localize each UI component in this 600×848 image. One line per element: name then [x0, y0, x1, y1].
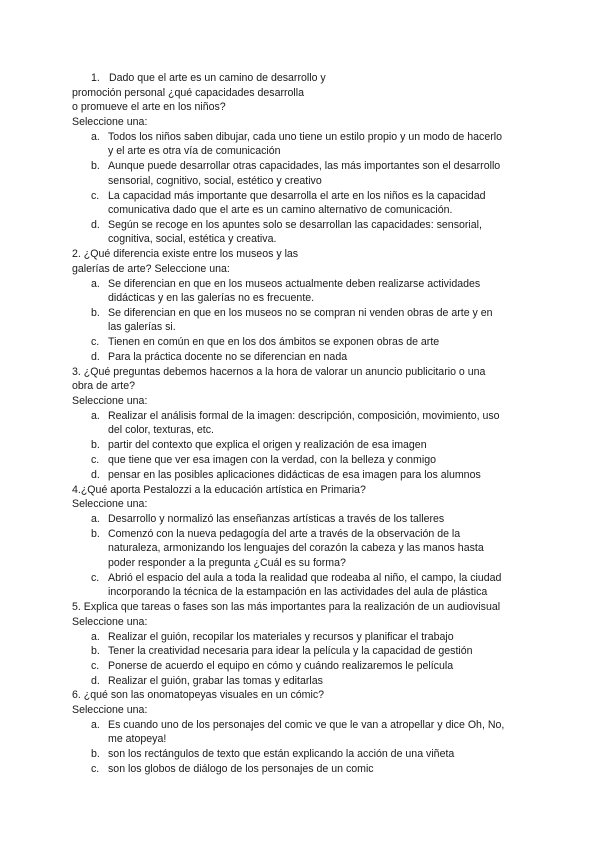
question-4-option-b-line-1[interactable]: Comenzó con la nueva pedagogía del arte a través de la observación de la [108, 528, 461, 540]
question-2-option-d-line-1[interactable]: Para la práctica docente no se diferencian en nada [108, 351, 348, 363]
question-2-option-b-letter[interactable]: b. [91, 307, 100, 319]
question-1-option-a-letter[interactable]: a. [91, 131, 100, 143]
question-4-option-a-letter[interactable]: a. [91, 513, 100, 525]
question-4-option-c-letter[interactable]: c. [91, 572, 100, 584]
question-1-option-d-letter[interactable]: d. [91, 219, 100, 231]
question-6-text-line-1: 6. ¿qué son las onomatopeyas visuales en un cómic? [72, 689, 325, 701]
question-6-option-b-letter[interactable]: b. [91, 748, 100, 760]
question-2-option-a-letter[interactable]: a. [91, 278, 100, 290]
question-3-option-a-letter[interactable]: a. [91, 410, 100, 422]
question-5-option-c-line-1[interactable]: Ponerse de acuerdo el equipo en cómo y cuándo realizaremos le película [108, 660, 454, 672]
question-3-option-a-line-1[interactable]: Realizar el análisis formal de la imagen: descripción, composición, movimiento, uso [108, 410, 500, 422]
question-5-option-a-line-1[interactable]: Realizar el guión, recopilar los materiales y recursos y planificar el trabajo [108, 631, 454, 643]
question-1-option-b-line-1[interactable]: Aunque puede desarrollar otras capacidades, las más importantes son el desarrollo [108, 160, 501, 172]
question-3-option-a-line-2[interactable]: del color, texturas, etc. [108, 424, 214, 436]
question-6-option-b-line-1[interactable]: son los rectángulos de texto que están explicando la acción de una viñeta [108, 748, 455, 760]
question-4-option-b-line-2[interactable]: naturaleza, armonizando los lenguajes del corazón la cabeza y las manos hasta [108, 542, 484, 554]
question-1-option-a-line-2[interactable]: y el arte es otra vía de comunicación [108, 145, 281, 157]
question-3-prompt: Seleccione una: [72, 395, 148, 407]
question-3-text-line-2: obra de arte? [72, 380, 136, 392]
question-2-option-a-line-2[interactable]: didácticas y en las galerías no es frecuente. [108, 292, 315, 304]
question-5-option-c-letter[interactable]: c. [91, 660, 100, 672]
question-1-number: 1. [91, 72, 100, 84]
question-3-option-b-letter[interactable]: b. [91, 439, 100, 451]
question-5-option-d-line-1[interactable]: Realizar el guión, grabar las tomas y editarlas [108, 675, 323, 687]
question-6-option-c-line-1[interactable]: son los globos de diálogo de los personajes de un comic [108, 763, 374, 775]
question-6-prompt: Seleccione una: [72, 704, 148, 716]
question-5-option-d-letter[interactable]: d. [91, 675, 100, 687]
question-1-option-c-line-2[interactable]: comunicativa dado que el arte es un camino alternativo de comunicación. [108, 204, 453, 216]
question-4-option-b-line-3[interactable]: poder responder a la pregunta ¿Cuál es su forma? [108, 557, 346, 569]
question-2-option-c-letter[interactable]: c. [91, 336, 100, 348]
question-1-option-d-line-2[interactable]: cognitiva, social, estética y creativa. [108, 233, 277, 245]
question-3-option-d-letter[interactable]: d. [91, 469, 100, 481]
question-1-text-line-1: Dado que el arte es un camino de desarrollo y [109, 72, 326, 84]
question-3-text-line-1: 3. ¿Qué preguntas debemos hacernos a la hora de valorar un anuncio publicitario o una [72, 366, 486, 378]
question-2-text-line-1: 2. ¿Qué diferencia existe entre los museos y las [72, 248, 299, 260]
question-1-prompt: Seleccione una: [72, 116, 148, 128]
question-2-option-b-line-1[interactable]: Se diferencian en que en los museos no se compran ni venden obras de arte y en [108, 307, 493, 319]
question-4-option-c-line-2[interactable]: incorporando la técnica de la estampación en las actividades del aula de plástica [108, 586, 488, 598]
question-5-option-b-line-1[interactable]: Tener la creatividad necesaria para idear la película y la capacidad de gestión [108, 645, 473, 657]
question-1-option-c-line-1[interactable]: La capacidad más importante que desarrolla el arte en los niños es la capacidad [108, 190, 486, 202]
question-1-option-b-line-2[interactable]: sensorial, cognitivo, social, estético y creativo [108, 175, 322, 187]
question-6-option-a-letter[interactable]: a. [91, 719, 100, 731]
question-6-option-a-line-2[interactable]: me atopeya! [108, 733, 167, 745]
question-2-option-d-letter[interactable]: d. [91, 351, 100, 363]
question-5-option-a-letter[interactable]: a. [91, 631, 100, 643]
question-2-option-c-line-1[interactable]: Tienen en común en que en los dos ámbitos se exponen obras de arte [108, 336, 440, 348]
question-4-option-b-letter[interactable]: b. [91, 528, 100, 540]
question-5-text-line-1: 5. Explica que tareas o fases son las más importantes para la realización de un audiovisual [72, 601, 501, 613]
question-3-option-c-line-1[interactable]: que tiene que ver esa imagen con la verdad, con la belleza y conmigo [108, 454, 437, 466]
question-4-option-c-line-1[interactable]: Abrió el espacio del aula a toda la realidad que rodeaba al niño, el campo, la ciudad [108, 572, 502, 584]
question-4-prompt: Seleccione una: [72, 498, 148, 510]
question-4-option-a-line-1[interactable]: Desarrollo y normalizó las enseñanzas artísticas a través de los talleres [108, 513, 445, 525]
question-1-option-c-letter[interactable]: c. [91, 190, 100, 202]
question-6-option-a-line-1[interactable]: Es cuando uno de los personajes del comic ve que le van a atropellar y dice Oh, No, [108, 719, 505, 731]
question-5-option-b-letter[interactable]: b. [91, 645, 100, 657]
question-6-option-c-letter[interactable]: c. [91, 763, 100, 775]
question-1-text-line-3: o promueve el arte en los niños? [72, 101, 226, 113]
question-1-option-a-line-1[interactable]: Todos los niños saben dibujar, cada uno tiene un estilo propio y un modo de hacerlo [108, 131, 503, 143]
question-3-option-d-line-1[interactable]: pensar en las posibles aplicaciones didácticas de esa imagen para los alumnos [108, 469, 481, 481]
question-3-option-c-letter[interactable]: c. [91, 454, 100, 466]
question-5-prompt: Seleccione una: [72, 616, 148, 628]
question-2-option-a-line-1[interactable]: Se diferencian en que en los museos actualmente deben realizarse actividades [108, 278, 481, 290]
question-2-option-b-line-2[interactable]: las galerías si. [108, 321, 176, 333]
question-4-text-line-1: 4.¿Qué aporta Pestalozzi a la educación artística en Primaria? [72, 484, 366, 496]
question-1-option-d-line-1[interactable]: Según se recoge en los apuntes solo se desarrollan las capacidades: sensorial, [108, 219, 482, 231]
question-3-option-b-line-1[interactable]: partir del contexto que explica el origen y realización de esa imagen [108, 439, 427, 451]
question-2-text-line-2: galerías de arte? Seleccione una: [72, 263, 230, 275]
question-1-option-b-letter[interactable]: b. [91, 160, 100, 172]
question-1-text-line-2: promoción personal ¿qué capacidades desarrolla [72, 87, 305, 99]
